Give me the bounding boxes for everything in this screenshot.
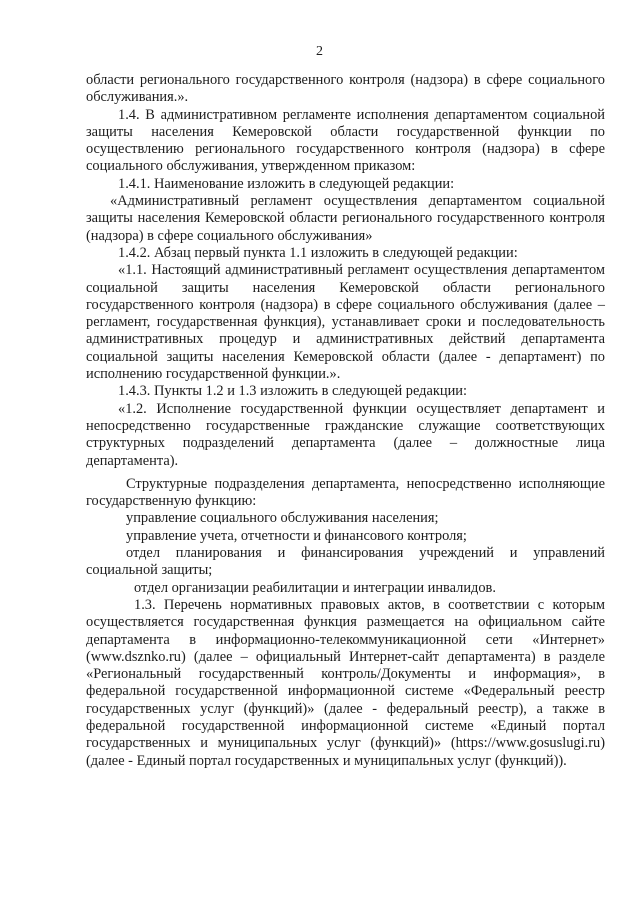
list-item-unit-4: отдел организации реабилитации и интеграции инвалидов. <box>134 579 496 596</box>
paragraph-structural-units: Структурные подразделения департамента, непосредственно исполняющие государственную функцию: <box>86 475 605 510</box>
paragraph-new-item-1-1: «1.1. Настоящий административный регламент осуществления департаментом социальной защиты населения Кемеровской области регионального государственного контроля (надзора) в сфере социального обслуживания (далее – регламент, государственная функция), устанавливает сроки и последовательность административных процедур и административных действий департамента социальной защиты населения Кемеровской области (далее - департамент) по исполнению государственной функции.». <box>86 262 605 383</box>
paragraph-item-1-4-1: 1.4.1. Наименование изложить в следующей редакции: <box>118 175 455 192</box>
paragraph-new-item-1-3: 1.3. Перечень нормативных правовых актов, в соответствии с которым осуществляется государственная функция размещается на официальном сайте департамента в информационно-телекоммуникационной сети «Интернет» (www.dsznko.ru) (далее – официальный Интернет-сайт департамента) в разделе «Региональный государственный контроль/Документы и информация», в федеральной государственной информационной системе «Федеральный реестр государственных услуг (функций)» (далее - федеральный реестр), а также в федеральной государственной информационной системе «Единый портал государственных и муниципальных услуг (функций)» (https://www.gosuslugi.ru) (далее - Единый портал государственных и муниципальных услуг (функций)). <box>86 596 605 769</box>
list-item-unit-1: управление социального обслуживания населения; <box>126 510 439 527</box>
document-body <box>86 72 605 770</box>
list-item-unit-3: отдел планирования и финансирования учреждений и управлений социальной защиты; <box>86 545 605 579</box>
paragraph-new-title: «Административный регламент осуществления департаментом социальной защиты населения Кемеровской области регионального государственного контроля (надзора) в сфере социального обслуживания» <box>86 193 605 244</box>
paragraph-item-1-4-3: 1.4.3. Пункты 1.2 и 1.3 изложить в следующей редакции: <box>118 383 467 400</box>
paragraph-item-1-4: 1.4. В административном регламенте исполнения департаментом социальной защиты населения Кемеровской области государственной функции по осуществлению регионального государственного контроля (надзора) в сфере социального обслуживания, утвержденном приказом: <box>86 106 605 175</box>
list-item-unit-2: управление учета, отчетности и финансового контроля; <box>126 527 467 544</box>
paragraph-item-1-4-2: 1.4.2. Абзац первый пункта 1.1 изложить в следующей редакции: <box>118 244 518 261</box>
paragraph-end-of-previous-item: области регионального государственного контроля (надзора) в сфере социального обслуживания.». <box>86 72 605 106</box>
paragraph-new-item-1-2: «1.2. Исполнение государственной функции осуществляет департамент и непосредственно государственные гражданские служащие соответствующих структурных подразделений департамента (далее – должностные лица департамента). <box>86 400 605 469</box>
page-number: 2 <box>316 44 323 59</box>
